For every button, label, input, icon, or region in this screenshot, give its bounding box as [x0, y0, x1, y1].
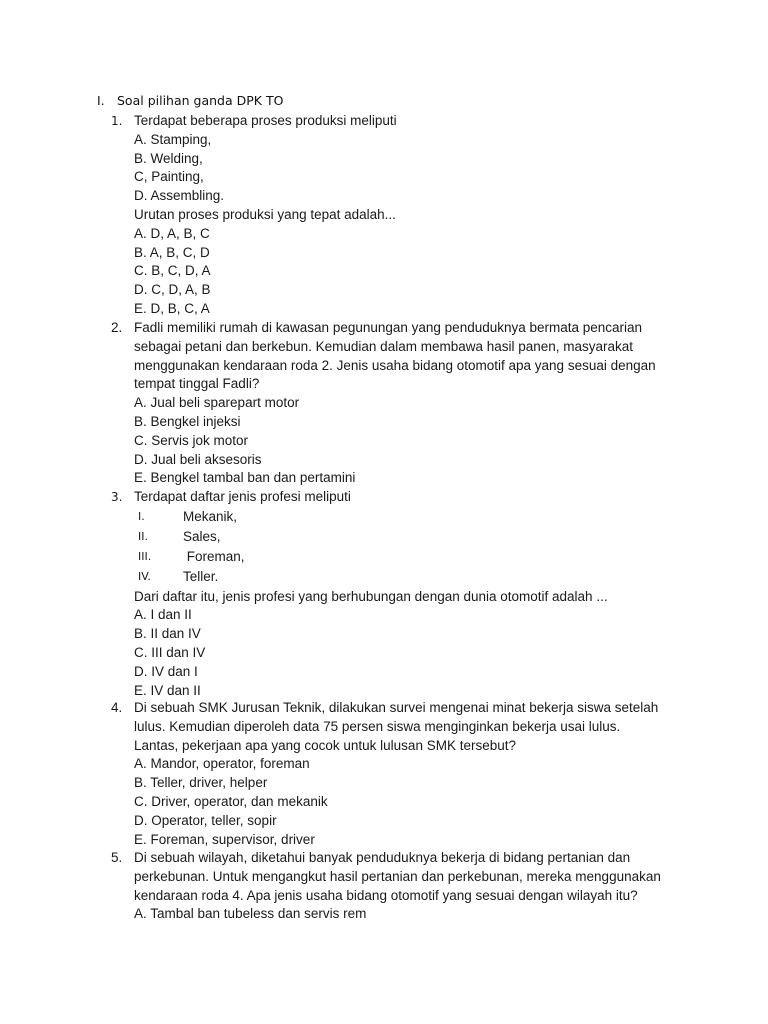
- question-stem: perkebunan. Untuk mengangkut hasil pertanian dan perkebunan, mereka menggunakan: [134, 868, 661, 884]
- answer-option: B. Bengkel injeksi: [134, 413, 241, 429]
- section-title: Soal pilihan ganda DPK TO: [117, 93, 284, 108]
- question-stem: Di sebuah SMK Jurusan Teknik, dilakukan survei mengenai minat bekerja siswa setelah: [134, 700, 659, 715]
- answer-option: C. B, C, D, A: [134, 263, 211, 279]
- question-stem: kendaraan roda 4. Apa jenis usaha bidang otomotif yang sesuai dengan wilayah itu?: [134, 887, 638, 903]
- roman-item-text: Teller.: [183, 569, 219, 585]
- answer-option: B. Teller, driver, helper: [134, 775, 268, 791]
- roman-numeral: I.: [138, 509, 145, 523]
- answer-option: A. Tambal ban tubeless dan servis rem: [134, 906, 367, 922]
- roman-list-item: [134, 547, 679, 567]
- answer-option: E. IV dan II: [134, 682, 201, 698]
- question-body: [134, 488, 679, 700]
- answer-option: E. D, B, C, A: [134, 300, 210, 316]
- answer-option: C. Driver, operator, dan mekanik: [134, 793, 328, 809]
- answer-option: E. Bengkel tambal ban dan pertamini: [134, 470, 356, 486]
- question-number: 3.: [111, 490, 123, 504]
- roman-numeral: II.: [138, 529, 148, 543]
- roman-item-text: Mekanik,: [183, 508, 238, 524]
- question-prompt: Urutan proses produksi yang tepat adalah...: [134, 206, 396, 222]
- answer-option: D. IV dan I: [134, 663, 198, 679]
- question-number: 5.: [111, 850, 123, 865]
- answer-option: D. Operator, teller, sopir: [134, 812, 277, 828]
- answer-option: A. I dan II: [134, 607, 192, 623]
- answer-option: A. Jual beli sparepart motor: [134, 395, 300, 411]
- roman-item-text: Foreman,: [183, 549, 245, 565]
- question-stem: Terdapat daftar jenis profesi meliputi: [134, 489, 351, 504]
- section-numeral: I.: [97, 93, 105, 108]
- section-heading: [97, 93, 283, 109]
- question-body: [134, 849, 679, 924]
- answer-option: E. Foreman, supervisor, driver: [134, 831, 315, 847]
- answer-option: C. III dan IV: [134, 644, 206, 660]
- roman-list-item: [134, 527, 679, 547]
- roman-list-item: [134, 507, 679, 527]
- answer-option: B. II dan IV: [134, 626, 201, 642]
- question-stem: Lantas, pekerjaan apa yang cocok untuk lulusan SMK tersebut?: [134, 737, 516, 753]
- question-prompt: Dari daftar itu, jenis profesi yang berhubungan dengan dunia otomotif adalah ...: [134, 588, 608, 604]
- question-body: [134, 112, 679, 319]
- question-stem: Fadli memiliki rumah di kawasan pegunungan yang penduduknya bermata pencarian: [134, 320, 643, 335]
- question-stem: lulus. Kemudian diperoleh data 75 persen siswa menginginkan bekerja usai lulus.: [134, 718, 621, 734]
- answer-option: B. A, B, C, D: [134, 244, 210, 260]
- question-stem: Terdapat beberapa proses produksi meliputi: [134, 113, 397, 128]
- question-body: [134, 319, 679, 488]
- roman-item-text: Sales,: [183, 528, 221, 544]
- answer-option: D. Jual beli aksesoris: [134, 451, 262, 467]
- question-number: 1.: [111, 114, 123, 128]
- question-stem: Di sebuah wilayah, diketahui banyak penduduknya bekerja di bidang pertanian dan: [134, 850, 631, 865]
- option-line: B. Welding,: [134, 150, 203, 166]
- question-number: 4.: [111, 700, 123, 715]
- option-line: D. Assembling.: [134, 188, 225, 204]
- answer-option: A. Mandor, operator, foreman: [134, 756, 310, 772]
- question-stem: tempat tinggal Fadli?: [134, 376, 260, 392]
- answer-option: A. D, A, B, C: [134, 225, 210, 241]
- option-line: A. Stamping,: [134, 131, 212, 147]
- roman-list-item: [134, 567, 679, 587]
- question-stem: sebagai petani dan berkebun. Kemudian dalam membawa hasil panen, masyarakat: [134, 338, 634, 354]
- question-body: [134, 699, 679, 849]
- roman-numeral: IV.: [138, 570, 151, 584]
- question-number: 2.: [111, 320, 123, 335]
- option-line: C, Painting,: [134, 169, 204, 185]
- answer-option: C. Servis jok motor: [134, 432, 249, 448]
- roman-numeral: III.: [138, 550, 152, 564]
- question-stem: menggunakan kendaraan roda 2. Jenis usaha bidang otomotif apa yang sesuai dengan: [134, 357, 656, 373]
- answer-option: D. C, D, A, B: [134, 282, 211, 298]
